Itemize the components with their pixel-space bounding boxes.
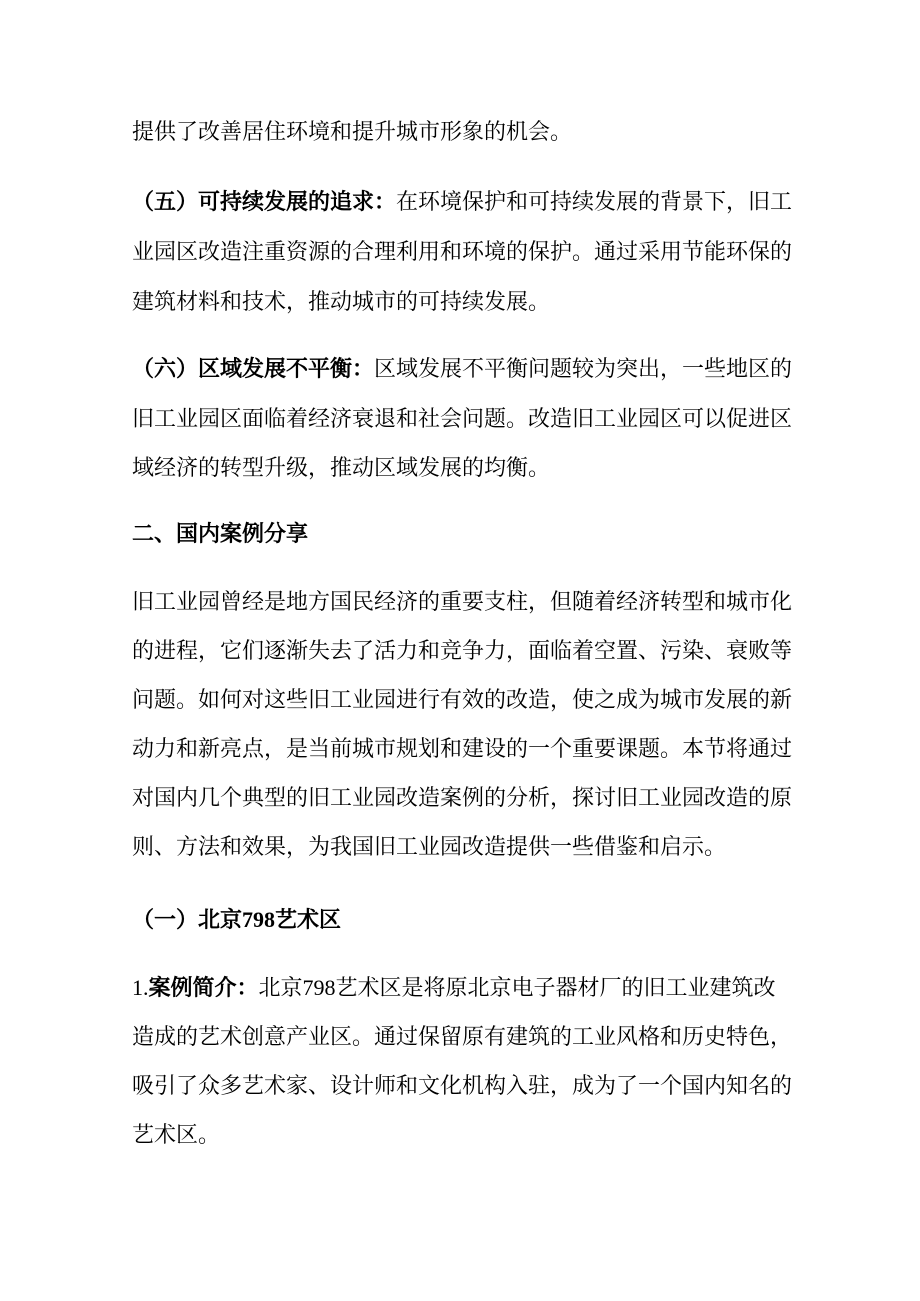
text: 域经济的转型升级，推动区域发展的均衡。: [132, 456, 551, 481]
paragraph-line: [132, 784, 792, 814]
subheading-sustainable: （五）可持续发展的追求: [132, 190, 375, 215]
case-title: [132, 905, 341, 936]
text: 提供了改善居住环境和提升城市形象的机会。: [132, 120, 573, 145]
case-label: 案例简介: [148, 976, 237, 1001]
paragraph-line: [132, 454, 550, 484]
case-title-suffix: 艺术区: [275, 908, 342, 933]
paragraph-line: [132, 637, 792, 667]
colon: ：: [374, 190, 397, 215]
list-number: 1.: [132, 975, 149, 1000]
number-798: 798: [302, 975, 336, 1000]
paragraph-line: [132, 188, 792, 218]
text: 旧工业园曾经是地方国民经济的重要支柱，但随着经济转型和城市化: [132, 590, 793, 615]
paragraph-line: [132, 118, 572, 148]
text: 则、方法和效果，为我国旧工业园改造提供一些借鉴和启示。: [132, 835, 727, 860]
section-title: [132, 520, 308, 550]
paragraph-line: [132, 1072, 792, 1102]
subheading-regional: （六）区域发展不平衡: [132, 357, 353, 382]
paragraph-line: [132, 355, 792, 385]
paragraph-line: [132, 1023, 792, 1053]
colon: ：: [236, 976, 259, 1001]
text: 问题。如何对这些旧工业园进行有效的改造，使之成为城市发展的新: [132, 688, 793, 713]
colon: ：: [352, 357, 375, 382]
text: 吸引了众多艺术家、设计师和文化机构入驻，成为了一个国内知名的: [132, 1074, 793, 1099]
text: 在环境保护和可持续发展的背景下，旧工: [396, 190, 793, 215]
paragraph-line: [132, 238, 792, 268]
case-title-number: 798: [242, 907, 276, 932]
paragraph-line: [132, 973, 776, 1004]
text: 旧工业园区面临着经济衰退和社会问题。改造旧工业园区可以促进区: [132, 407, 793, 432]
case-title-prefix: （一）北京: [132, 908, 243, 933]
text: 艺术区是将原北京电子器材厂的旧工业建筑改: [335, 976, 776, 1001]
paragraph-line: [132, 686, 792, 716]
paragraph-line: [132, 405, 792, 435]
paragraph-line: [132, 288, 550, 318]
text: 艺术区。: [132, 1123, 221, 1148]
text: 的进程，它们逐渐失去了活力和竞争力，面临着空置、污染、衰败等: [132, 639, 793, 664]
text: 造成的艺术创意产业区。通过保留原有建筑的工业风格和历史特色，: [132, 1025, 793, 1050]
text: 北京: [258, 976, 303, 1001]
paragraph-line: [132, 588, 792, 618]
text: 动力和新亮点，是当前城市规划和建设的一个重要课题。本节将通过: [132, 737, 793, 762]
text: 对国内几个典型的旧工业园改造案例的分析，探讨旧工业园改造的原: [132, 786, 793, 811]
text: 建筑材料和技术，推动城市的可持续发展。: [132, 290, 551, 315]
text: 业园区改造注重资源的合理利用和环境的保护。通过采用节能环保的: [132, 240, 793, 265]
paragraph-line: [132, 833, 726, 863]
paragraph-line: [132, 1121, 220, 1151]
text: 区域发展不平衡问题较为突出，一些地区的: [374, 357, 793, 382]
section-title-text: 二、国内案例分享: [132, 522, 309, 547]
paragraph-line: [132, 735, 792, 765]
